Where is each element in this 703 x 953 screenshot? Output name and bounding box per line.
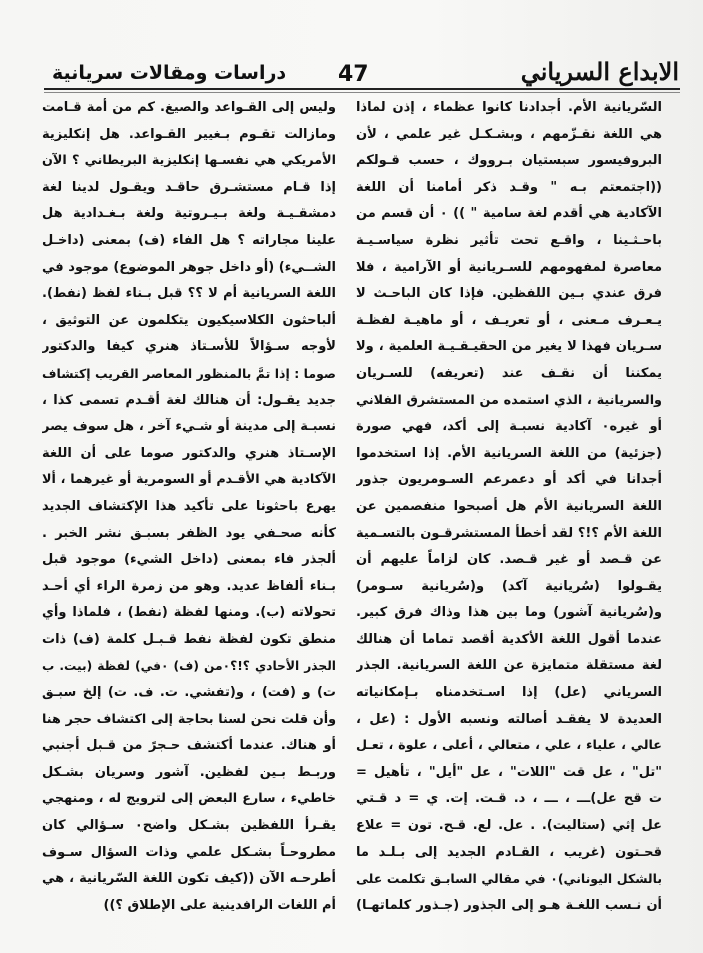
text-line: منطق تكون لفظة نفط قـبـل كلمة (ف) ذات (42, 631, 336, 647)
text-line: العديدة لا يفقـد أصالته ونسبه الأول : (عل ، (356, 711, 662, 727)
text-line: الإسـتاذ هنري والدكتور صوما على أن اللغة (42, 445, 336, 461)
text-line: ومازالت تقـوم بـغيير القـواعد. هل إنكليزية (42, 126, 336, 142)
header-rule-thin (44, 92, 680, 93)
page-number: 47 (338, 62, 369, 87)
text-line: الآكادية هي الأقـدم أو السومرية أو غيرهما ، ألا (42, 472, 336, 488)
text-line: "تل" ، عل قت "اللات" ، عل "أيل" ، تأهيل = (356, 764, 662, 780)
text-line: الأمريكي هي نفسـها إنكليزية البريطاني ؟ الآن (42, 153, 336, 169)
text-line: أم اللغات الرافدينية على الإطلاق ؟)) (103, 897, 336, 913)
text-line: إذا قـام مستشـرق حاقـد ويقـول لدينا لغة (42, 179, 336, 195)
text-line: كأنه صحـفي يود الظفر بسبـق نشر الخبر . (42, 525, 336, 541)
text-line: جديد يقـول: أن هنالك لغة أقـدم تسمى كذا ، (42, 392, 336, 408)
text-line: الشــيء) (أو داخل جوهر الموضوع) موجود في (42, 259, 336, 275)
text-line: ألجذر فاء بمعنى (داخل الشيء) موجود قبل (42, 552, 336, 568)
article-column-right (356, 95, 662, 919)
text-line: فرق عندي بـين اللفظين. فإذا كان الباحـث لا (356, 286, 662, 302)
text-line: (جزئية) من اللغة السريانية الأم. إذا استخدموا (356, 445, 662, 461)
text-line: باحـثـينا ، واقـع تحت تأثير نظرة سياسـيـة (356, 232, 662, 248)
text-line: السرياني (عل) إذا اسـتخدمناه بـإمكانياته (356, 685, 662, 701)
text-line: قحـتون (غريب ، القـادم الجديد إلى بـلـد ما (356, 844, 662, 860)
page-header (0, 0, 703, 95)
text-line: تحولاته (ب). ومنها لفظة (نفط) ، فلماذا وأي (42, 605, 336, 621)
text-line: ألباحثون الكلاسيكيون يتكلمون عن التوثيق ، (42, 312, 336, 328)
text-line: معاصرة لمفهومهم للسـريانية أو الآرامية ، فلا (356, 259, 662, 275)
text-line: لغة مستقلة متمايزة عن اللغة السريانية. الجذر (356, 658, 662, 674)
text-line: دمشقـيـة ولغة بـيـروتية ولغة بـغـدادية هل (42, 206, 336, 222)
text-line: أو هناك. عندما أكتشف حـجرً من قـبل أجنبي (42, 738, 336, 754)
text-line: اللغة السريانية الأم هل أصبحوا منفصمين عن (356, 498, 662, 514)
text-line: بـناء ألفاظ عديد. وهو من زمرة الراء أي أحـد (42, 578, 336, 594)
text-line: نسبـة إلى مدينة أو شـيء آخر ، هل سوف يصر (42, 419, 336, 435)
text-line: الآكادية هي أقدم لغة سامية " )) ٠ أن قسم من (356, 206, 662, 222)
text-line: و(سُريانية آشور) وما بين هذا وذاك فرق كبير. (356, 605, 662, 621)
header-rule (44, 88, 680, 90)
text-line: مطروحـاً بشـكل علمي وذات السؤال سـوف (42, 844, 336, 860)
text-line: اللغة الأم ؟!؟ لقد أخطأ المستشرقـون بالتسـمية (356, 525, 662, 541)
article-column-left (42, 95, 336, 919)
text-line: خاطيء ، سارع البعض إلى لترويج له ، ومنهجي (42, 791, 336, 807)
text-line: صوما : إذا تمَّ بالمنظور المعاصر القريب إكتشاف (42, 365, 336, 381)
text-line: أطرحـه الآن ((كيف تكون اللغة السّريانية ، هي (42, 871, 336, 887)
text-line: عن قـصد أو غير قـصد. كان لزاماً عليهم أن (356, 552, 662, 568)
section-title: دراسات ومقالات سريانية (52, 62, 287, 84)
text-line: يمكننا أن نقـف عند (تعريفه) للسـريان (356, 365, 662, 381)
text-line: عندما أقول اللغة الأكدية أقصد تماما أن هنالك (356, 631, 662, 647)
text-line: سـريان فهذا لا يغير من الحقيـقـيـة العلمية ، ولا (356, 339, 662, 355)
text-line: أو غيره٠ آكادية نسبـة إلى أكد، فهي صورة (356, 419, 662, 435)
text-line: أجدانا في أكد أو دعمرعم السـومريون جذور (356, 472, 662, 488)
text-line: وليس إلى القـواعد والصيغ. كم من أمة قـامت (42, 100, 336, 115)
text-line: ت قح عل)ـــ ، ـــ ، د. قـت. إت. ي = د قـتي (356, 791, 662, 807)
magazine-title: الابداع السرياني (520, 57, 679, 86)
text-line: ((اجتمعتم بـه " وقـد ذكر أمامنا أن اللغة (356, 179, 662, 195)
text-line: يقـرأ اللفظين بشـكل واضح٠ سـؤالي كان (42, 818, 336, 834)
text-line: عل إثي (ستاليت). . عل. لع. قـح. تون = علاع (356, 818, 662, 834)
text-line: البروفيسور سبستيان بـرووك ، حسب قـولكم (356, 153, 662, 169)
text-line: السّريانية الأم. أجدادنا كانوا عظماء ، إذن لماذا (356, 100, 662, 115)
text-line: وربـط بـين لفظين. آشور وسريان بشـكل (42, 764, 336, 780)
text-line: بالشكل اليوناني)٠ في مقالي السابـق تكلمت على (356, 871, 662, 887)
text-line: وأن قلت نحن لسنا بحاجة إلى اكتشاف حجر هنا (42, 711, 336, 727)
text-line: والسريانية ، الذي استمده من المستشرق الفلاني (356, 392, 662, 408)
text-line: لأوجه سـؤالاً للأسـتاذ هنري كيفا والدكتور (42, 339, 336, 355)
text-line: ت) و (فت) ، و(تفشي. ت. ف. ت) إلخ سبـق (42, 685, 336, 701)
text-line: يهرع باحثونا على تأكيد هذا الإكتشاف الجديد (42, 498, 336, 514)
text-line: أن نـسب اللغـة هـو إلى الجذور (جـذور كلماتهـا) (356, 897, 662, 913)
text-line: يقـولوا (سُريانية آكد) و(سُريانية سـومر) (356, 578, 662, 594)
text-line: علينا مجاراته ؟ هل الفاء (ف) بمعنى (داخـل (42, 232, 336, 248)
text-line: اللغة السريانية أم لا ؟؟ قبل بـناء لفظ (نفط). (42, 286, 336, 302)
text-line: الجذر الأحادي ؟!؟٠من (ف) ٠في) لفظة (بيت. ب (42, 659, 336, 674)
text-line: هي اللغة نقـزّمهم ، وبشـكـل غير علمي ، لأن (356, 126, 662, 142)
text-line: يـعـرف مـعنى ، أو تعريـف ، أو ماهيـة لفظـة (356, 312, 662, 328)
text-line: عالي ، علياء ، علي ، متعالي ، أعلى ، علوة ، تعـل (356, 738, 662, 754)
